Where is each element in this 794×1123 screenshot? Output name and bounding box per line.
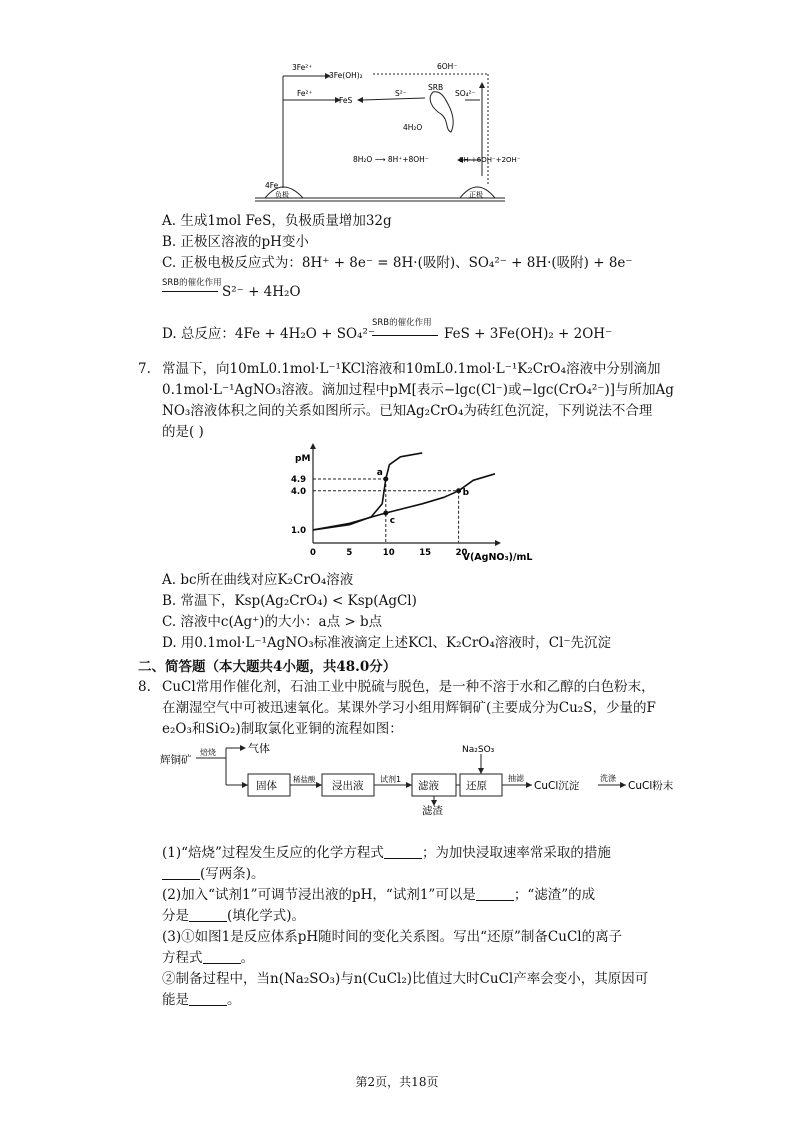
answer-blank-3[interactable] [476,886,514,901]
answer-blank-2[interactable] [162,865,200,880]
q7-stem-1: 常温下，向10mL0.1mol·L⁻¹KCl溶液和10mL0.1mol·L⁻¹K₂CrO₄溶液中分别滴加 [162,361,661,377]
q8-p4-text-b: 能是 [162,992,189,1008]
flow-na2so3: Na₂SO₃ [462,745,495,755]
corrosion-diagram [255,58,521,208]
q8-stem-2: 在潮湿空气中可被迅速氧化。某课外学习小组用辉铜矿(主要成分为Cu₂S，少量的F [162,700,656,716]
series-curve-2 [313,474,495,530]
q8-p1-text-b: ；为加快浸取速率常采取的措施 [421,845,611,861]
x-axis-arrow [495,540,501,546]
q7-stem-4: 的是( ) [162,424,204,440]
q7-stem-2: 0.1mol·L⁻¹AgNO₃溶液。滴加过程中pM[表示−lgc(Cl⁻)或−lgc(CrO₄²⁻)]与所加Ag [162,382,674,398]
y-tick-label: 4.9 [291,475,307,486]
q7-stem-3: NO₃溶液体积之间的关系如图所示。已知Ag₂CrO₄为砖红色沉淀，下列说法不合理 [162,403,653,419]
q6-c-arrow [162,291,218,292]
label-feoh2: 3Fe(OH)₂ [329,71,363,80]
q6-option-b: B. 正极区溶液的pH变小 [162,234,309,250]
answer-blank-6[interactable] [189,991,227,1006]
point-label-a: a [376,468,383,479]
pm-chart [285,443,533,568]
q6-option-d: D. 总反应：4Fe + 4H₂O + SO₄²⁻ [162,326,376,342]
flow-leach: 浸出液 [332,780,364,792]
label-fe2: Fe²⁺ [297,89,313,98]
point-a [383,477,388,482]
y-axis-arrow [310,443,316,449]
x-tick-label: 15 [419,548,432,558]
label-4h2o: 4H₂O [403,123,423,132]
q8-p2-text-b: ；“滤渣”的成 [513,887,596,903]
q8-p2-text-a: (2)加入“试剂1”可调节浸出液的pH，“试剂1”可以是 [162,887,476,903]
answer-blank-1[interactable] [384,844,422,859]
q7-option-d: D. 用0.1mol·L⁻¹AgNO₃标准液滴定上述KCl、K₂CrO₄溶液时，Cl⁻先沉淀 [162,635,612,651]
point-label-b: b [462,487,470,498]
q7-option-a: A. bc所在曲线对应K₂CrO₄溶液 [162,572,354,588]
q7-option-b: B. 常温下，Ksp(Ag₂CrO₄) < Ksp(AgCl) [162,593,417,609]
x-tick-label: 5 [346,548,353,558]
flow-reagent: 试剂1 [380,775,402,784]
x-tick-label: 20 [455,548,468,558]
q6-option-a: A. 生成1mol FeS，负极质量增加32g [162,213,392,229]
q6-d-condition: SRB的催化作用 [372,318,432,328]
q8-part1 [162,843,611,863]
flow-wash: 洗涤 [600,774,616,783]
label-srb: SRB [428,83,444,92]
q8-stem-1: CuCl常用作催化剂，石油工业中脱硫与脱色，是一种不溶于水和乙醇的白色粉末， [162,679,655,695]
label-chain2: 8H·+6OH⁻+2OH⁻ [459,156,521,164]
label-3fe2: 3Fe²⁺ [292,63,313,72]
x-axis-label: V(AgNO₃)/mL [462,552,533,563]
flow-dilute: 稀盐酸 [293,775,316,784]
x-tick-label: 10 [382,548,395,558]
flow-filter: 抽滤 [508,774,524,783]
process-flowchart [160,740,720,815]
q8-part1-cont [162,864,265,884]
q8-stem-3: e₂O₃和SiO₂)制取氯化亚铜的流程如图： [162,721,403,737]
q8-part3: (3)①如图1是反应体系pH随时间的变化关系图。写出“还原”制备CuCl的离子 [162,929,623,945]
flow-reduce: 还原 [466,780,487,792]
q8-part2-cont [162,906,305,926]
flow-filtrate: 滤液 [418,780,439,792]
label-chain: 8H₂O ⟶ 8H⁺+8OH⁻ [353,155,429,164]
y-tick-label: 1.0 [291,525,307,536]
q8-part4: ②制备过程中，当n(Na₂SO₃)与n(CuCl₂)比值过大时CuCl产率会变小，其原因可 [162,971,649,987]
q6-c-products: S²⁻ + 4H₂O [222,284,301,300]
q6-d-arrow [372,335,438,336]
label-s2: S²⁻ [395,89,407,98]
q8-p2-text-d: (填化学式)。 [227,908,306,924]
point-c [383,510,388,515]
section-heading: 二、简答题（本大题共4小题，共48.0分） [138,659,397,675]
q8-number: 8. [138,679,151,695]
flow-ore: 辉铜矿 [160,754,192,766]
point-label-c: c [389,515,396,526]
q8-p1-text-c: (写两条)。 [200,866,265,882]
label-pos: 正极 [469,191,483,199]
page-footer: 第2页，共18页 [355,1075,439,1089]
q8-p1-text-a: (1)“焙烧”过程发生反应的化学方程式 [162,845,384,861]
q6-c-condition: SRB的催化作用 [162,278,222,288]
flow-roast: 焙烧 [200,748,216,757]
q6-d-products: FeS + 3Fe(OH)₂ + 2OH⁻ [444,326,613,342]
q8-p3-text-b: 方程式 [162,950,203,966]
q7-option-c: C. 溶液中c(Ag⁺)的大小：a点 > b点 [162,614,383,630]
q8-part3-cont [162,948,254,968]
flow-gas: 气体 [248,742,270,755]
label-4fe: 4Fe [265,181,279,190]
q7-number: 7. [138,361,151,377]
y-tick-label: 4.0 [291,486,307,497]
flow-solid: 固体 [256,780,277,792]
q8-p2-text-c: 分是 [162,908,189,924]
q8-part2 [162,885,595,905]
flow-residue: 滤渣 [422,805,443,817]
label-so4: SO₄²⁻ [455,89,476,98]
q8-p3-text-c: 。 [240,950,254,966]
q6-option-c: C. 正极电极反应式为：8H⁺ + 8e⁻ = 8H·(吸附)、SO₄²⁻ + 8H·(吸附) + 8e⁻ [162,255,633,271]
flow-powder: CuCl粉末 [628,780,674,792]
flow-precip: CuCl沉淀 [534,780,580,792]
label-6oh: 6OH⁻ [437,62,458,71]
y-axis-label: pM [295,454,311,464]
answer-blank-4[interactable] [189,907,227,922]
x-tick-label: 0 [310,548,316,558]
point-b [456,488,461,493]
answer-blank-5[interactable] [203,949,241,964]
q8-part4-cont [162,990,241,1010]
label-neg: 负极 [275,191,289,199]
q8-p4-text-c: 。 [227,992,241,1008]
label-fes: FeS [339,96,353,105]
